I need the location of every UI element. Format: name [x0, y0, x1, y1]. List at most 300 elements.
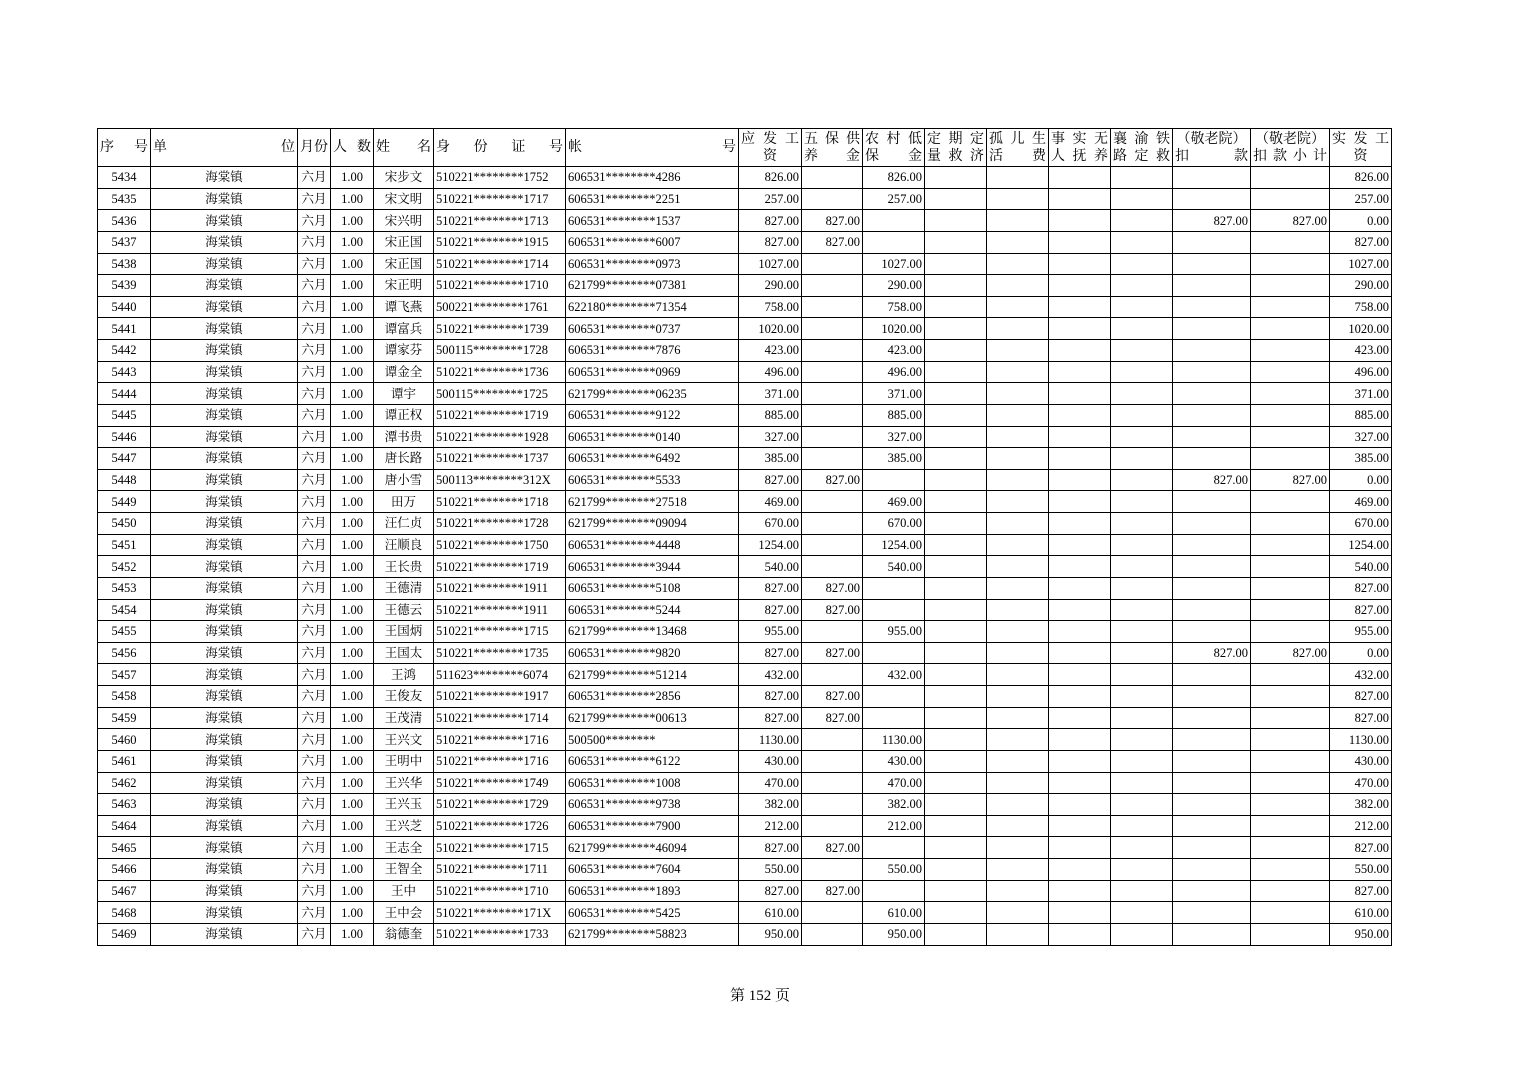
cell-nursing-home-deduction-subtotal	[1251, 318, 1330, 340]
cell-name: 王兴文	[374, 729, 434, 751]
cell-name: 王志全	[374, 837, 434, 859]
cell-seq: 5439	[98, 275, 151, 297]
table-row	[98, 902, 1392, 924]
cell-seq: 5455	[98, 621, 151, 643]
cell-id-number: 500115********1725	[434, 383, 566, 405]
cell-nursing-home-deduction-subtotal	[1251, 231, 1330, 253]
table-row	[98, 340, 1392, 362]
cell-xiangyu-railway-relief	[1111, 772, 1173, 794]
cell-month: 六月	[298, 794, 331, 816]
cell-rural-dibao: 327.00	[863, 426, 925, 448]
cell-month: 六月	[298, 426, 331, 448]
cell-month: 六月	[298, 642, 331, 664]
cell-regular-relief	[925, 491, 987, 513]
cell-xiangyu-railway-relief	[1111, 729, 1173, 751]
cell-month: 六月	[298, 621, 331, 643]
cell-orphan-living	[987, 426, 1049, 448]
cell-month: 六月	[298, 577, 331, 599]
cell-net-pay: 827.00	[1330, 707, 1392, 729]
cell-orphan-living	[987, 513, 1049, 535]
cell-id-number: 510221********1711	[434, 859, 566, 881]
cell-name: 潭书贵	[374, 426, 434, 448]
cell-account: 621799********09094	[566, 513, 739, 535]
cell-rural-dibao: 496.00	[863, 361, 925, 383]
cell-net-pay: 0.00	[1330, 469, 1392, 491]
cell-count: 1.00	[331, 707, 374, 729]
cell-wubao-support	[802, 275, 863, 297]
cell-net-pay: 385.00	[1330, 448, 1392, 470]
cell-wubao-support: 827.00	[802, 707, 863, 729]
cell-orphan-living	[987, 404, 1049, 426]
cell-gross-pay: 430.00	[739, 750, 802, 772]
cell-id-number: 510221********1733	[434, 923, 566, 945]
cell-nursing-home-deduction-subtotal	[1251, 599, 1330, 621]
cell-nursing-home-deduction-subtotal	[1251, 664, 1330, 686]
cell-nursing-home-deduction	[1173, 729, 1251, 751]
cell-nursing-home-deduction-subtotal	[1251, 815, 1330, 837]
cell-month: 六月	[298, 188, 331, 210]
cell-seq: 5460	[98, 729, 151, 751]
cell-wubao-support: 827.00	[802, 231, 863, 253]
cell-account: 606531********7900	[566, 815, 739, 837]
header-unit: 单 位	[151, 129, 298, 167]
cell-name: 王中	[374, 880, 434, 902]
cell-xiangyu-railway-relief	[1111, 188, 1173, 210]
cell-count: 1.00	[331, 902, 374, 924]
cell-de-facto-unattended	[1049, 318, 1111, 340]
cell-de-facto-unattended	[1049, 880, 1111, 902]
cell-id-number: 510221********1736	[434, 361, 566, 383]
cell-seq: 5459	[98, 707, 151, 729]
table-row	[98, 880, 1392, 902]
cell-nursing-home-deduction-subtotal	[1251, 513, 1330, 535]
cell-unit: 海棠镇	[151, 664, 298, 686]
cell-net-pay: 327.00	[1330, 426, 1392, 448]
cell-count: 1.00	[331, 621, 374, 643]
cell-count: 1.00	[331, 426, 374, 448]
cell-nursing-home-deduction-subtotal	[1251, 448, 1330, 470]
cell-rural-dibao	[863, 210, 925, 232]
cell-de-facto-unattended	[1049, 253, 1111, 275]
cell-unit: 海棠镇	[151, 772, 298, 794]
cell-seq: 5464	[98, 815, 151, 837]
cell-seq: 5442	[98, 340, 151, 362]
table-row	[98, 556, 1392, 578]
cell-account: 606531********4448	[566, 534, 739, 556]
cell-nursing-home-deduction-subtotal	[1251, 383, 1330, 405]
cell-xiangyu-railway-relief	[1111, 642, 1173, 664]
cell-nursing-home-deduction	[1173, 513, 1251, 535]
cell-wubao-support	[802, 923, 863, 945]
cell-count: 1.00	[331, 318, 374, 340]
cell-regular-relief	[925, 815, 987, 837]
header-xiangyu-railway-relief: 襄 渝 铁 路 定 救	[1111, 129, 1173, 167]
cell-unit: 海棠镇	[151, 837, 298, 859]
cell-net-pay: 382.00	[1330, 794, 1392, 816]
cell-month: 六月	[298, 729, 331, 751]
table-row	[98, 188, 1392, 210]
cell-name: 王长贵	[374, 556, 434, 578]
cell-xiangyu-railway-relief	[1111, 556, 1173, 578]
cell-orphan-living	[987, 167, 1049, 189]
cell-nursing-home-deduction-subtotal	[1251, 275, 1330, 297]
cell-de-facto-unattended	[1049, 837, 1111, 859]
cell-unit: 海棠镇	[151, 513, 298, 535]
cell-xiangyu-railway-relief	[1111, 750, 1173, 772]
cell-count: 1.00	[331, 642, 374, 664]
cell-regular-relief	[925, 859, 987, 881]
cell-gross-pay: 827.00	[739, 837, 802, 859]
cell-xiangyu-railway-relief	[1111, 837, 1173, 859]
cell-orphan-living	[987, 556, 1049, 578]
cell-de-facto-unattended	[1049, 534, 1111, 556]
table-row	[98, 469, 1392, 491]
table-row	[98, 772, 1392, 794]
cell-nursing-home-deduction-subtotal: 827.00	[1251, 469, 1330, 491]
cell-orphan-living	[987, 275, 1049, 297]
cell-count: 1.00	[331, 253, 374, 275]
cell-orphan-living	[987, 231, 1049, 253]
table-body	[98, 167, 1392, 946]
cell-id-number: 510221********1739	[434, 318, 566, 340]
cell-net-pay: 826.00	[1330, 167, 1392, 189]
cell-id-number: 510221********1915	[434, 231, 566, 253]
cell-de-facto-unattended	[1049, 210, 1111, 232]
cell-month: 六月	[298, 707, 331, 729]
header-net-pay: 实 发 工 资	[1330, 129, 1392, 167]
cell-xiangyu-railway-relief	[1111, 167, 1173, 189]
cell-regular-relief	[925, 383, 987, 405]
cell-nursing-home-deduction-subtotal	[1251, 729, 1330, 751]
cell-count: 1.00	[331, 859, 374, 881]
cell-account: 606531********7876	[566, 340, 739, 362]
cell-name: 谭富兵	[374, 318, 434, 340]
cell-nursing-home-deduction	[1173, 621, 1251, 643]
cell-nursing-home-deduction-subtotal: 827.00	[1251, 210, 1330, 232]
cell-month: 六月	[298, 491, 331, 513]
cell-unit: 海棠镇	[151, 859, 298, 881]
cell-xiangyu-railway-relief	[1111, 318, 1173, 340]
cell-month: 六月	[298, 859, 331, 881]
cell-wubao-support	[802, 621, 863, 643]
cell-name: 唐小雪	[374, 469, 434, 491]
cell-seq: 5440	[98, 296, 151, 318]
cell-unit: 海棠镇	[151, 686, 298, 708]
cell-regular-relief	[925, 556, 987, 578]
cell-unit: 海棠镇	[151, 923, 298, 945]
cell-wubao-support	[802, 448, 863, 470]
cell-seq: 5458	[98, 686, 151, 708]
cell-id-number: 510221********171X	[434, 902, 566, 924]
cell-de-facto-unattended	[1049, 729, 1111, 751]
cell-xiangyu-railway-relief	[1111, 707, 1173, 729]
cell-xiangyu-railway-relief	[1111, 664, 1173, 686]
cell-account: 606531********5244	[566, 599, 739, 621]
cell-xiangyu-railway-relief	[1111, 815, 1173, 837]
cell-rural-dibao: 550.00	[863, 859, 925, 881]
cell-net-pay: 212.00	[1330, 815, 1392, 837]
cell-rural-dibao: 385.00	[863, 448, 925, 470]
cell-nursing-home-deduction-subtotal	[1251, 188, 1330, 210]
cell-orphan-living	[987, 491, 1049, 513]
cell-net-pay: 955.00	[1330, 621, 1392, 643]
cell-seq: 5449	[98, 491, 151, 513]
cell-id-number: 510221********1737	[434, 448, 566, 470]
cell-rural-dibao: 290.00	[863, 275, 925, 297]
payment-table	[97, 128, 1392, 946]
cell-de-facto-unattended	[1049, 750, 1111, 772]
cell-nursing-home-deduction-subtotal	[1251, 404, 1330, 426]
cell-gross-pay: 432.00	[739, 664, 802, 686]
table-row	[98, 750, 1392, 772]
cell-nursing-home-deduction-subtotal	[1251, 707, 1330, 729]
cell-id-number: 510221********1714	[434, 707, 566, 729]
cell-seq: 5435	[98, 188, 151, 210]
cell-month: 六月	[298, 902, 331, 924]
cell-month: 六月	[298, 253, 331, 275]
cell-account: 606531********6122	[566, 750, 739, 772]
cell-rural-dibao: 382.00	[863, 794, 925, 816]
cell-nursing-home-deduction	[1173, 404, 1251, 426]
cell-net-pay: 432.00	[1330, 664, 1392, 686]
cell-gross-pay: 610.00	[739, 902, 802, 924]
cell-net-pay: 758.00	[1330, 296, 1392, 318]
cell-net-pay: 827.00	[1330, 686, 1392, 708]
cell-gross-pay: 827.00	[739, 707, 802, 729]
cell-nursing-home-deduction	[1173, 426, 1251, 448]
cell-name: 谭正权	[374, 404, 434, 426]
cell-account: 621799********58823	[566, 923, 739, 945]
cell-gross-pay: 827.00	[739, 880, 802, 902]
cell-xiangyu-railway-relief	[1111, 859, 1173, 881]
cell-account: 500500********	[566, 729, 739, 751]
cell-count: 1.00	[331, 880, 374, 902]
cell-account: 621799********00613	[566, 707, 739, 729]
cell-gross-pay: 327.00	[739, 426, 802, 448]
cell-orphan-living	[987, 361, 1049, 383]
cell-name: 王兴玉	[374, 794, 434, 816]
cell-gross-pay: 1020.00	[739, 318, 802, 340]
cell-unit: 海棠镇	[151, 707, 298, 729]
cell-xiangyu-railway-relief	[1111, 923, 1173, 945]
cell-name: 谭金全	[374, 361, 434, 383]
table-row	[98, 534, 1392, 556]
table-row	[98, 426, 1392, 448]
cell-unit: 海棠镇	[151, 188, 298, 210]
cell-seq: 5450	[98, 513, 151, 535]
cell-nursing-home-deduction-subtotal	[1251, 750, 1330, 772]
cell-de-facto-unattended	[1049, 577, 1111, 599]
header-count: 人 数	[331, 129, 374, 167]
table-row	[98, 404, 1392, 426]
cell-seq: 5451	[98, 534, 151, 556]
cell-name: 谭宇	[374, 383, 434, 405]
cell-orphan-living	[987, 923, 1049, 945]
cell-unit: 海棠镇	[151, 815, 298, 837]
cell-orphan-living	[987, 340, 1049, 362]
cell-regular-relief	[925, 794, 987, 816]
cell-unit: 海棠镇	[151, 556, 298, 578]
cell-name: 王兴华	[374, 772, 434, 794]
cell-wubao-support	[802, 729, 863, 751]
cell-gross-pay: 885.00	[739, 404, 802, 426]
table-row	[98, 513, 1392, 535]
cell-wubao-support	[802, 859, 863, 881]
cell-regular-relief	[925, 621, 987, 643]
cell-de-facto-unattended	[1049, 794, 1111, 816]
cell-regular-relief	[925, 880, 987, 902]
table-row	[98, 707, 1392, 729]
cell-xiangyu-railway-relief	[1111, 253, 1173, 275]
table-row	[98, 837, 1392, 859]
cell-id-number: 511623********6074	[434, 664, 566, 686]
cell-de-facto-unattended	[1049, 361, 1111, 383]
cell-nursing-home-deduction	[1173, 275, 1251, 297]
cell-net-pay: 1130.00	[1330, 729, 1392, 751]
cell-gross-pay: 1027.00	[739, 253, 802, 275]
cell-unit: 海棠镇	[151, 426, 298, 448]
cell-name: 王茂清	[374, 707, 434, 729]
cell-orphan-living	[987, 318, 1049, 340]
header-row	[98, 129, 1392, 167]
cell-count: 1.00	[331, 231, 374, 253]
cell-nursing-home-deduction-subtotal	[1251, 361, 1330, 383]
cell-account: 606531********6007	[566, 231, 739, 253]
cell-count: 1.00	[331, 167, 374, 189]
cell-count: 1.00	[331, 923, 374, 945]
cell-regular-relief	[925, 296, 987, 318]
cell-xiangyu-railway-relief	[1111, 577, 1173, 599]
cell-de-facto-unattended	[1049, 448, 1111, 470]
cell-regular-relief	[925, 772, 987, 794]
cell-orphan-living	[987, 253, 1049, 275]
header-name: 姓 名	[374, 129, 434, 167]
cell-count: 1.00	[331, 469, 374, 491]
cell-rural-dibao	[863, 577, 925, 599]
cell-de-facto-unattended	[1049, 686, 1111, 708]
cell-nursing-home-deduction	[1173, 815, 1251, 837]
cell-nursing-home-deduction-subtotal	[1251, 577, 1330, 599]
cell-orphan-living	[987, 188, 1049, 210]
cell-count: 1.00	[331, 577, 374, 599]
cell-rural-dibao: 758.00	[863, 296, 925, 318]
cell-unit: 海棠镇	[151, 404, 298, 426]
cell-de-facto-unattended	[1049, 664, 1111, 686]
table-row	[98, 923, 1392, 945]
cell-net-pay: 540.00	[1330, 556, 1392, 578]
cell-account: 606531********2856	[566, 686, 739, 708]
cell-seq: 5437	[98, 231, 151, 253]
cell-name: 宋正国	[374, 253, 434, 275]
cell-month: 六月	[298, 361, 331, 383]
cell-nursing-home-deduction-subtotal	[1251, 902, 1330, 924]
cell-seq: 5441	[98, 318, 151, 340]
cell-month: 六月	[298, 469, 331, 491]
cell-nursing-home-deduction: 827.00	[1173, 469, 1251, 491]
cell-month: 六月	[298, 448, 331, 470]
table-row	[98, 859, 1392, 881]
cell-orphan-living	[987, 729, 1049, 751]
cell-nursing-home-deduction	[1173, 880, 1251, 902]
table-row	[98, 621, 1392, 643]
cell-seq: 5463	[98, 794, 151, 816]
cell-nursing-home-deduction	[1173, 448, 1251, 470]
cell-orphan-living	[987, 707, 1049, 729]
cell-nursing-home-deduction-subtotal	[1251, 253, 1330, 275]
cell-orphan-living	[987, 664, 1049, 686]
table-row	[98, 599, 1392, 621]
cell-de-facto-unattended	[1049, 923, 1111, 945]
cell-name: 宋正国	[374, 231, 434, 253]
cell-name: 谭家芬	[374, 340, 434, 362]
cell-count: 1.00	[331, 664, 374, 686]
cell-orphan-living	[987, 448, 1049, 470]
cell-id-number: 500115********1728	[434, 340, 566, 362]
cell-de-facto-unattended	[1049, 815, 1111, 837]
cell-name: 宋正明	[374, 275, 434, 297]
cell-regular-relief	[925, 210, 987, 232]
cell-net-pay: 430.00	[1330, 750, 1392, 772]
cell-de-facto-unattended	[1049, 707, 1111, 729]
cell-month: 六月	[298, 275, 331, 297]
table-row	[98, 253, 1392, 275]
cell-account: 606531********9820	[566, 642, 739, 664]
cell-id-number: 500113********312X	[434, 469, 566, 491]
cell-nursing-home-deduction	[1173, 664, 1251, 686]
cell-xiangyu-railway-relief	[1111, 296, 1173, 318]
cell-account: 621799********07381	[566, 275, 739, 297]
cell-gross-pay: 382.00	[739, 794, 802, 816]
cell-wubao-support	[802, 513, 863, 535]
cell-rural-dibao: 1020.00	[863, 318, 925, 340]
cell-nursing-home-deduction	[1173, 361, 1251, 383]
cell-id-number: 510221********1928	[434, 426, 566, 448]
cell-net-pay: 0.00	[1330, 642, 1392, 664]
cell-account: 606531********4286	[566, 167, 739, 189]
cell-name: 王兴芝	[374, 815, 434, 837]
cell-month: 六月	[298, 231, 331, 253]
cell-nursing-home-deduction-subtotal	[1251, 491, 1330, 513]
cell-unit: 海棠镇	[151, 448, 298, 470]
cell-account: 606531********9122	[566, 404, 739, 426]
cell-month: 六月	[298, 750, 331, 772]
cell-regular-relief	[925, 642, 987, 664]
cell-gross-pay: 257.00	[739, 188, 802, 210]
cell-xiangyu-railway-relief	[1111, 621, 1173, 643]
cell-seq: 5452	[98, 556, 151, 578]
cell-id-number: 510221********1735	[434, 642, 566, 664]
cell-xiangyu-railway-relief	[1111, 275, 1173, 297]
cell-nursing-home-deduction	[1173, 383, 1251, 405]
cell-net-pay: 1020.00	[1330, 318, 1392, 340]
cell-nursing-home-deduction-subtotal	[1251, 296, 1330, 318]
cell-nursing-home-deduction	[1173, 859, 1251, 881]
cell-account: 606531********5425	[566, 902, 739, 924]
cell-month: 六月	[298, 210, 331, 232]
cell-id-number: 510221********1719	[434, 556, 566, 578]
cell-nursing-home-deduction	[1173, 253, 1251, 275]
cell-de-facto-unattended	[1049, 340, 1111, 362]
cell-seq: 5461	[98, 750, 151, 772]
cell-month: 六月	[298, 664, 331, 686]
cell-wubao-support	[802, 296, 863, 318]
cell-rural-dibao	[863, 837, 925, 859]
cell-rural-dibao: 430.00	[863, 750, 925, 772]
cell-wubao-support	[802, 534, 863, 556]
cell-xiangyu-railway-relief	[1111, 599, 1173, 621]
cell-gross-pay: 423.00	[739, 340, 802, 362]
table-row	[98, 275, 1392, 297]
